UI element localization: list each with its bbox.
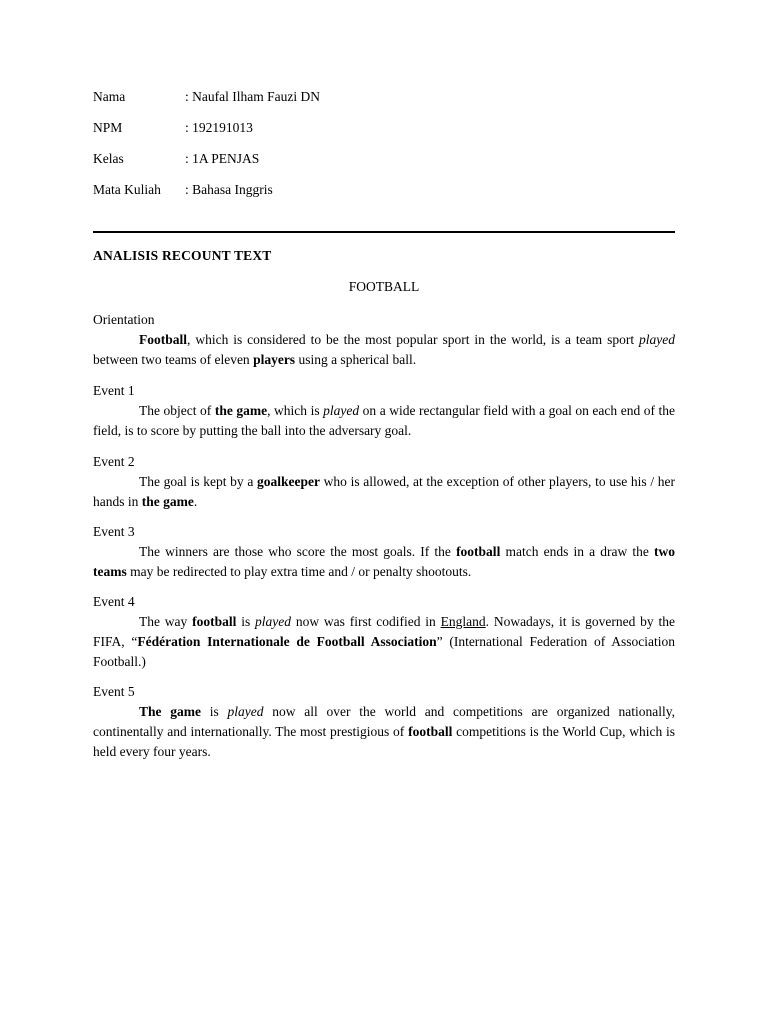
document-heading: ANALISIS RECOUNT TEXT bbox=[93, 248, 272, 263]
section-event-1 bbox=[93, 381, 675, 441]
info-row-mata-kuliah bbox=[93, 181, 273, 199]
info-label: Kelas bbox=[93, 151, 124, 166]
info-label: NPM bbox=[93, 120, 123, 135]
text-run: is bbox=[236, 614, 256, 629]
section-paragraph bbox=[93, 612, 675, 672]
section-orientation bbox=[93, 310, 675, 370]
text-run: football bbox=[408, 724, 453, 739]
text-run: between two teams of eleven bbox=[93, 352, 254, 367]
text-run: may be redirected to play extra time and / or penalty shootouts. bbox=[126, 564, 472, 579]
text-run: goalkeeper bbox=[256, 474, 320, 489]
text-run: played bbox=[255, 614, 292, 629]
info-label: Mata Kuliah bbox=[93, 182, 161, 197]
info-row-npm bbox=[93, 119, 253, 137]
text-run: England bbox=[440, 614, 486, 629]
text-run: . bbox=[193, 494, 198, 509]
text-run: The winners are those who score the most goals. If the bbox=[139, 544, 457, 559]
info-value: : 192191013 bbox=[185, 120, 253, 135]
section-event-5 bbox=[93, 682, 675, 762]
text-run: ” (International Federation of Association Football.) bbox=[93, 634, 675, 669]
info-value: : 1A PENJAS bbox=[185, 151, 260, 166]
section-event-4 bbox=[93, 592, 675, 672]
text-run: The way bbox=[139, 614, 193, 629]
text-run: on a wide rectangular field with a goal on each end of the field, is to score by putting the ball into the adversary goal. bbox=[93, 403, 676, 438]
text-run: The game bbox=[139, 704, 201, 719]
section-paragraph bbox=[93, 330, 675, 370]
section-label: Event 5 bbox=[93, 684, 135, 699]
info-row-kelas bbox=[93, 150, 259, 168]
info-label: Nama bbox=[93, 89, 126, 104]
text-run: The goal is kept by a bbox=[139, 474, 257, 489]
text-run: is bbox=[201, 704, 228, 719]
text-run: who is allowed, at the exception of other players, to use his / her hands in bbox=[93, 474, 675, 509]
section-paragraph bbox=[93, 401, 675, 441]
text-run: , which is bbox=[267, 403, 324, 418]
text-run: , which is considered to be the most popular sport in the world, is a team sport bbox=[187, 332, 639, 347]
text-run: now was first codified in bbox=[291, 614, 441, 629]
horizontal-rule bbox=[93, 231, 675, 233]
text-run: played bbox=[639, 332, 675, 347]
section-event-2 bbox=[93, 452, 675, 512]
info-row-nama bbox=[93, 88, 320, 106]
section-label: Event 3 bbox=[93, 524, 135, 539]
text-run: using a spherical ball. bbox=[295, 352, 417, 367]
section-label: Event 1 bbox=[93, 383, 135, 398]
text-run: The object of bbox=[139, 403, 215, 418]
text-run: football bbox=[456, 544, 501, 559]
text-run: . Nowadays, it is governed by the FIFA, “ bbox=[93, 614, 675, 649]
text-run: match ends in a draw the bbox=[500, 544, 654, 559]
text-run: players bbox=[253, 352, 296, 367]
section-label: Event 2 bbox=[93, 454, 135, 469]
info-value: : Bahasa Inggris bbox=[185, 182, 273, 197]
text-run: now all over the world and competitions are organized nationally, continentally and internationally. The most prestigious of bbox=[93, 704, 675, 739]
text-run: Fédération Internationale de Football Association bbox=[137, 634, 437, 649]
section-paragraph bbox=[93, 542, 675, 582]
section-paragraph bbox=[93, 472, 675, 512]
text-run: competitions is the World Cup, which is held every four years. bbox=[93, 724, 675, 759]
section-label: Event 4 bbox=[93, 594, 135, 609]
section-event-3 bbox=[93, 522, 675, 582]
text-run: played bbox=[227, 704, 264, 719]
text-run: two teams bbox=[93, 544, 675, 579]
text-run: the game bbox=[214, 403, 268, 418]
text-run: Football bbox=[139, 332, 188, 347]
document-title: FOOTBALL bbox=[348, 279, 420, 294]
info-value: : Naufal Ilham Fauzi DN bbox=[185, 89, 320, 104]
section-label: Orientation bbox=[93, 312, 155, 327]
text-run: football bbox=[192, 614, 237, 629]
section-paragraph bbox=[93, 702, 675, 762]
text-run: played bbox=[323, 403, 360, 418]
text-run: the game bbox=[141, 494, 194, 509]
